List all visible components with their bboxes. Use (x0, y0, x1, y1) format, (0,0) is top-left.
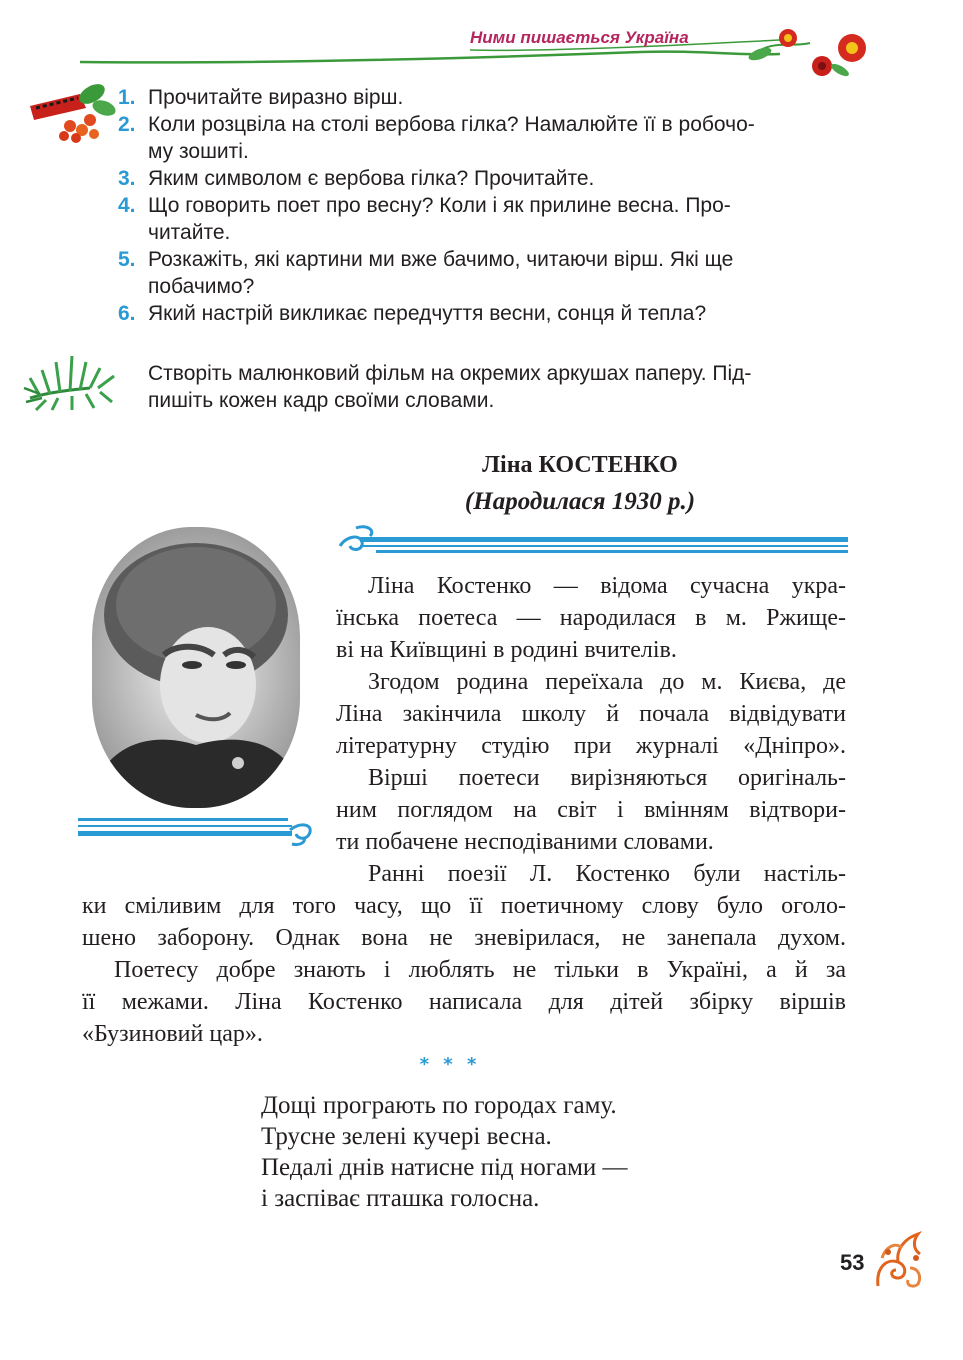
corner-ornament-icon (872, 1228, 924, 1290)
flowers-ornament-icon (740, 18, 880, 88)
question-text: Прочитайте виразно вірш. (148, 86, 404, 109)
bio-line: Ліна закінчила школу й почала відвідувати (336, 701, 846, 727)
task-line: Створіть малюнковий фільм на окремих аркушах паперу. Під- (148, 362, 752, 385)
question-text: побачимо? (148, 275, 255, 298)
question-number: 5. (118, 248, 136, 271)
author-name: Ліна КОСТЕНКО (482, 452, 678, 478)
question-text: Який настрій викликає передчуття весни, сонця й тепла? (148, 302, 707, 325)
question-text: Коли розцвіла на столі вербова гілка? Намалюйте її в робочо- (148, 113, 755, 136)
poem-line: Трусне зелені кучері весна. (261, 1123, 552, 1150)
question-number: 2. (118, 113, 136, 136)
bio-line: її межами. Ліна Костенко написала для дітей збірку віршів (82, 989, 846, 1015)
page-number: 53 (840, 1250, 865, 1275)
question-item (118, 246, 848, 300)
bio-line: Вірші поетеси вирізняються оригіналь- (368, 765, 846, 791)
bio-line: ві на Київщині в родині вчителів. (336, 637, 677, 663)
poem (261, 1090, 628, 1214)
author-years: (Народилася 1930 р.) (464, 488, 696, 515)
viburnum-berries-icon (30, 78, 118, 146)
grass-icon (20, 348, 120, 412)
question-number: 4. (118, 194, 136, 217)
question-item (118, 192, 848, 246)
bio-line: Згодом родина переїхала до м. Києва, де (368, 669, 846, 695)
question-item (118, 300, 848, 327)
poem-line: Дощі програють по городах гаму. (261, 1092, 617, 1119)
question-text: читайте. (148, 221, 231, 244)
bio-line: шено заборону. Однак вона не зневірилася, не занепала духом. (82, 925, 846, 951)
bio-narrow (336, 570, 846, 890)
question-item (118, 111, 848, 165)
author-portrait (78, 525, 314, 810)
question-item (118, 84, 848, 111)
bio-wide (82, 890, 846, 1050)
question-text: Що говорить поет про весну? Коли і як прилине весна. Про- (148, 194, 731, 217)
bio-line: Поетесу добре знають і люблять не тільки в Україні, а й за (114, 957, 846, 983)
question-text: Яким символом є вербова гілка? Прочитайте. (148, 167, 595, 190)
bio-line: Ліна Костенко — відома сучасна укра- (368, 573, 846, 599)
question-number: 1. (118, 86, 136, 109)
wave-ornament-bottom (78, 812, 316, 848)
poem-separator: * * * (419, 1054, 481, 1075)
bio-line: ки сміливим для того часу, що її поетичному слову було оголо- (82, 893, 846, 919)
poem-line: Педалі днів натисне під ногами — (261, 1154, 628, 1181)
question-text: му зошиті. (148, 140, 249, 163)
question-item (118, 165, 848, 192)
bio-line: ти побачене несподіваними словами. (336, 829, 714, 855)
question-number: 3. (118, 167, 136, 190)
questions-list (118, 84, 848, 327)
bio-line: «Бузиновий цар». (82, 1021, 263, 1047)
bio-line: ним поглядом на світ і вмінням відтвори- (336, 797, 846, 823)
task-line: пишіть кожен кадр своїми словами. (148, 389, 495, 412)
section-title: Ними пишається Україна (470, 28, 689, 47)
question-text: Розкажіть, які картини ми вже бачимо, читаючи вірш. Які ще (148, 248, 734, 271)
creative-task (148, 360, 848, 414)
wave-ornament-top (336, 520, 848, 560)
bio-line: їнська поетеса — народилася в м. Ржище- (336, 605, 846, 631)
bio-line: літературну студію при журналі «Дніпро». (336, 733, 846, 759)
question-number: 6. (118, 302, 136, 325)
bio-line: Ранні поезії Л. Костенко були настіль- (368, 861, 846, 887)
poem-line: і заспіває пташка голосна. (261, 1185, 540, 1212)
